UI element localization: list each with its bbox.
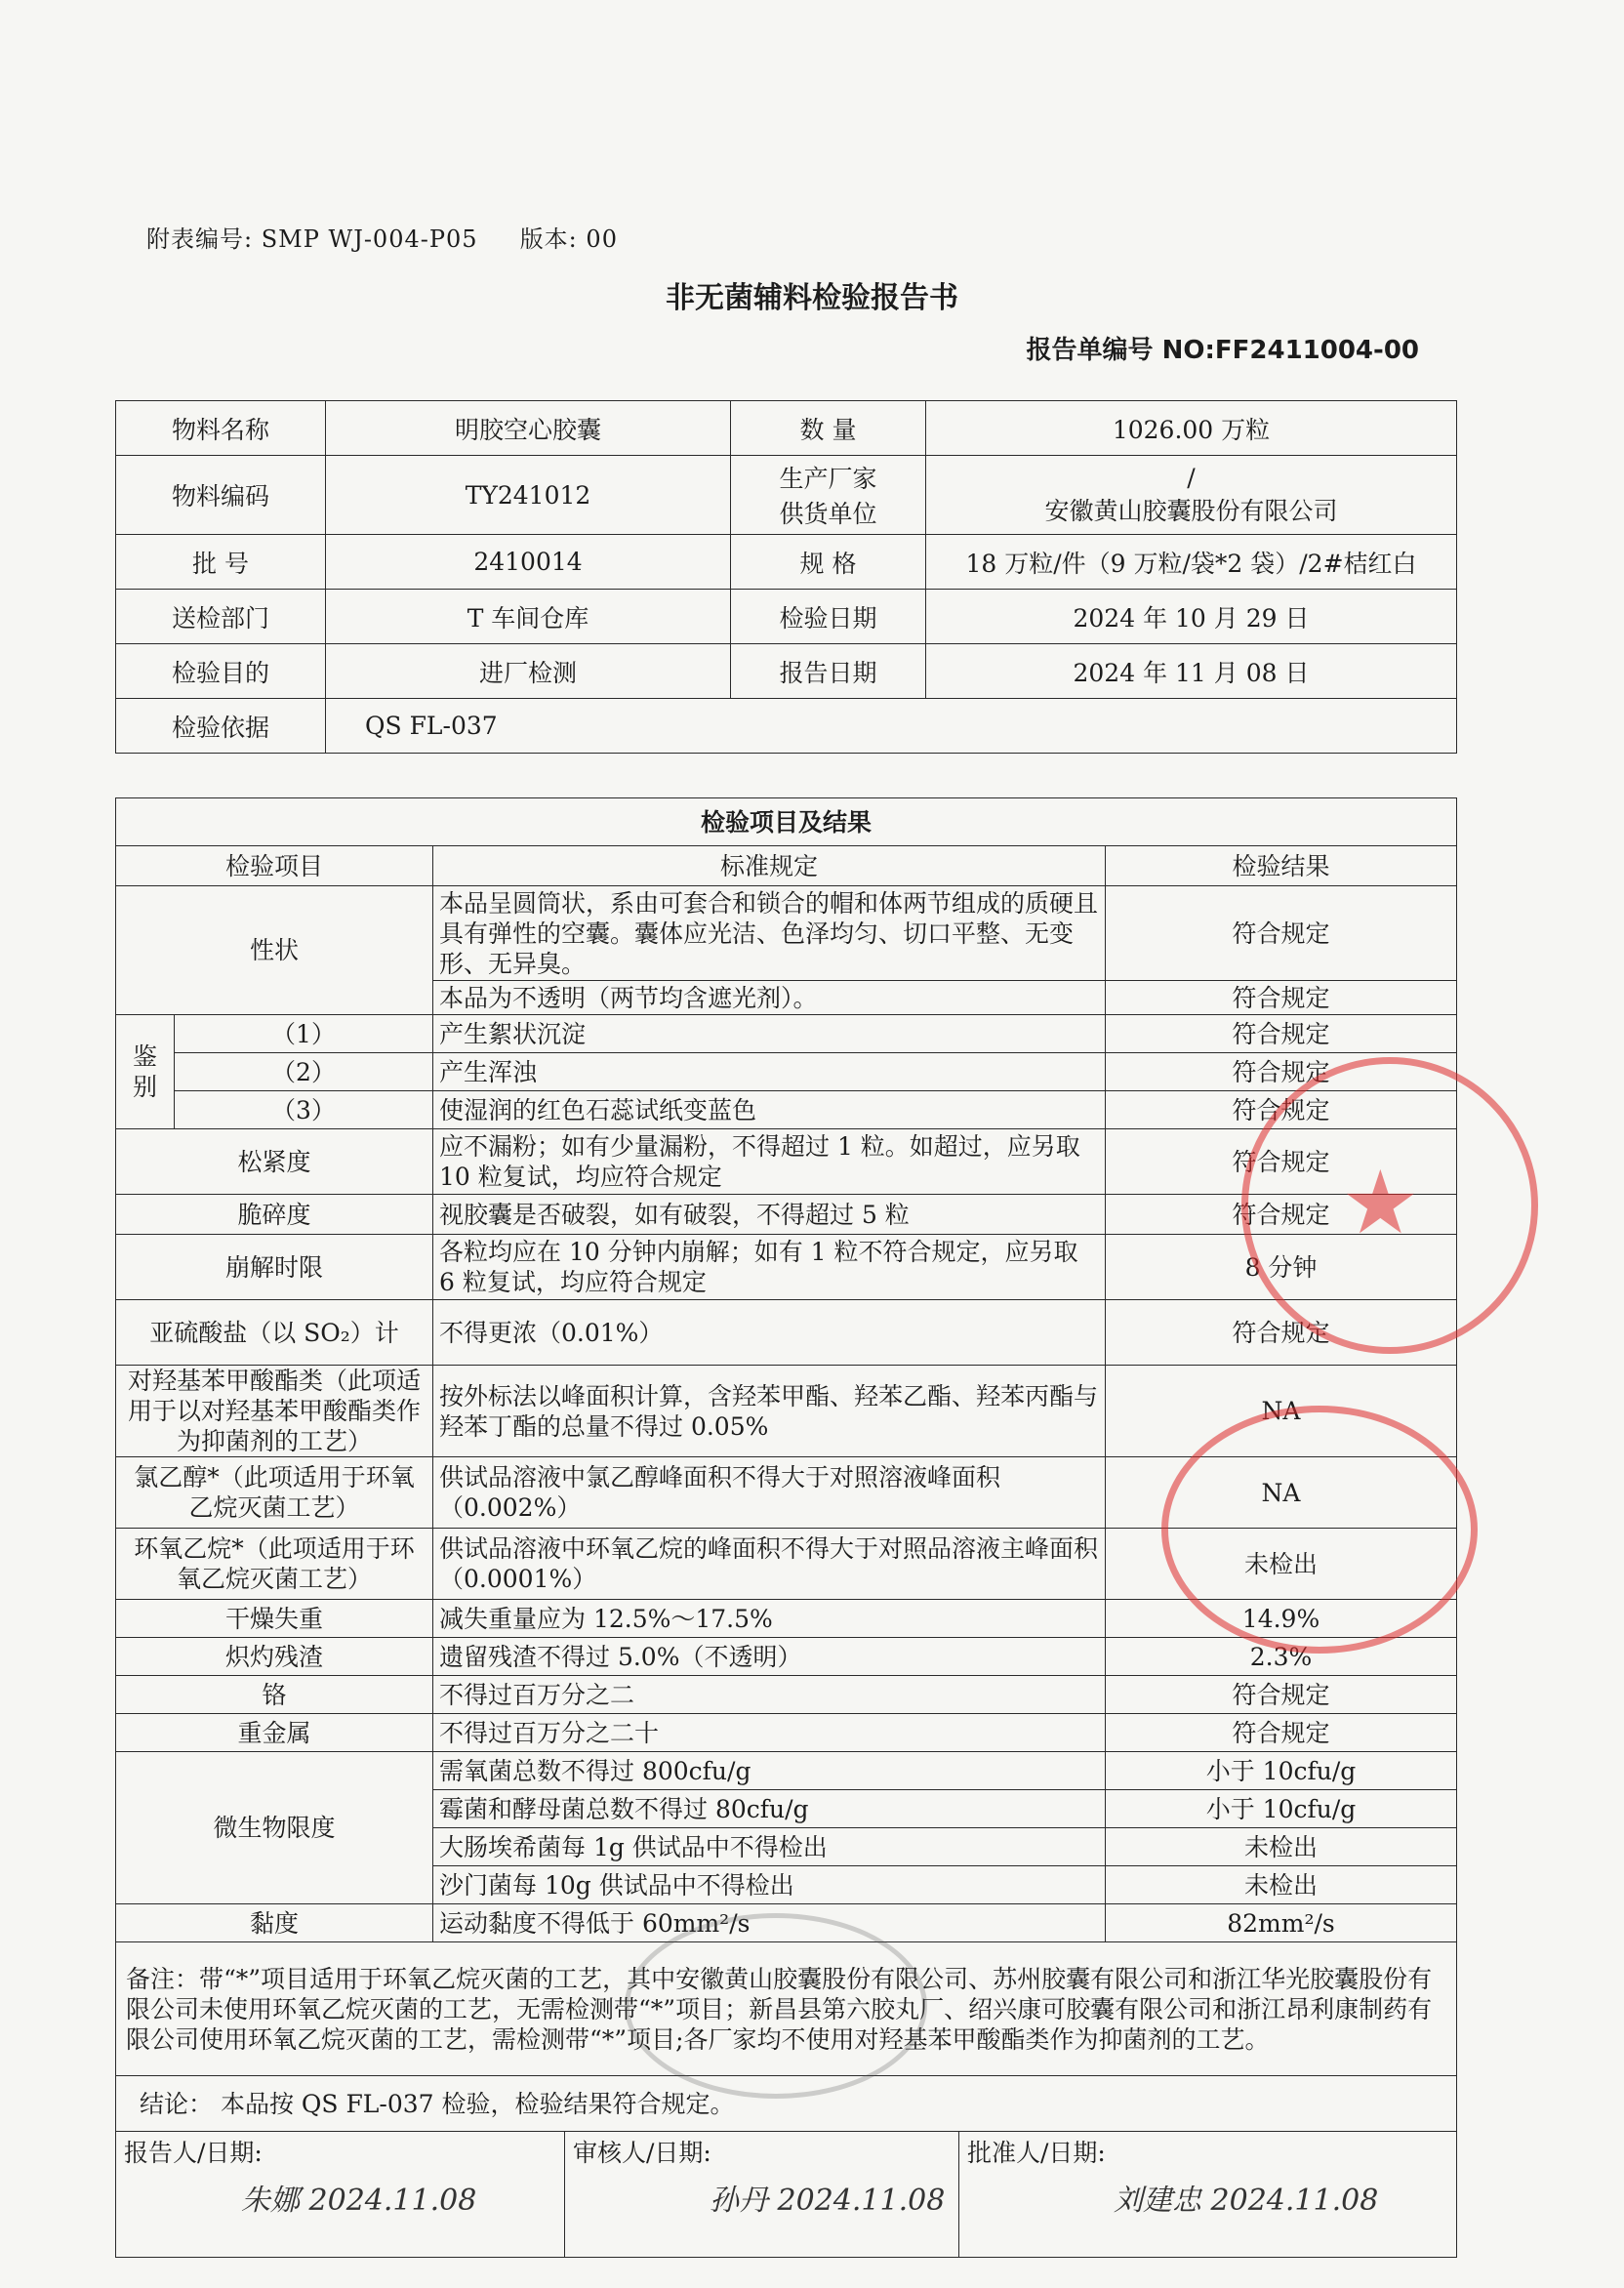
table-row-result: 2.3% [1106,1638,1457,1676]
table-row-standard: 供试品溶液中氯乙醇峰面积不得大于对照溶液峰面积（0.002%） [433,1457,1106,1529]
table-row-item: 性状 [116,886,433,1015]
quantity: 1026.00 万粒 [926,401,1457,456]
table-row-standard: 产生絮状沉淀 [433,1015,1106,1053]
table-row-result: NA [1106,1366,1457,1457]
table-row-item: 亚硫酸盐（以 SO₂）计 [116,1300,433,1366]
reporter-label: 报告人/日期: [124,2139,263,2167]
table-row-result: 符合规定 [1106,1676,1457,1714]
document-title: 非无菌辅料检验报告书 [666,281,958,315]
spec: 18 万粒/件（9 万粒/袋*2 袋）/2#桔红白 [926,535,1457,590]
material-name: 明胶空心胶囊 [326,401,731,456]
table-row-item: （1） [175,1015,433,1053]
quantity-label: 数 量 [731,401,926,456]
table-row-item: 环氧乙烷*（此项适用于环氧乙烷灭菌工艺） [116,1529,433,1600]
table-row-item: 崩解时限 [116,1235,433,1300]
table-row-standard: 使湿润的红色石蕊试纸变蓝色 [433,1091,1106,1129]
conclusion: 结论： 本品按 QS FL-037 检验，检验结果符合规定。 [116,2076,1457,2132]
table-row-standard: 沙门菌每 10g 供试品中不得检出 [433,1866,1106,1904]
table-row-result: 小于 10cfu/g [1106,1752,1457,1790]
table-row-result: 符合规定 [1106,1195,1457,1235]
batch: 2410014 [326,535,731,590]
form-number-line [146,220,618,254]
table-row-standard: 大肠埃希菌每 1g 供试品中不得检出 [433,1828,1106,1866]
purpose-label: 检验目的 [116,644,326,699]
manufacturer: / [1187,463,1196,492]
form-no-label: 附表编号: [146,225,254,253]
table-row-standard: 减失重量应为 12.5%～17.5% [433,1600,1106,1638]
purpose: 进厂检测 [326,644,731,699]
spec-label: 规 格 [731,535,926,590]
approver-signature: 刘建忠 2024.11.08 [1114,2184,1379,2218]
manufacturer-supplier-labels [731,456,926,535]
batch-label: 批 号 [116,535,326,590]
dept: T 车间仓库 [326,590,731,644]
reporter-block [116,2132,565,2257]
table-row-standard: 产生浑浊 [433,1053,1106,1091]
reporter-signature: 朱娜 2024.11.08 [241,2184,477,2218]
table-row-result: 符合规定 [1106,1091,1457,1129]
basis: QS FL-037 [326,699,1457,754]
reviewer-signature: 孙丹 2024.11.08 [710,2184,946,2218]
table-row-result: 符合规定 [1106,886,1457,981]
material-code-label: 物料编码 [116,456,326,535]
table-row-standard: 本品为不透明（两节均含遮光剂）。 [433,981,1106,1015]
report-no-label: 报告单编号 [1026,336,1154,365]
report-no-value: NO:FF2411004-00 [1161,336,1419,365]
table-row-standard: 供试品溶液中环氧乙烷的峰面积不得大于对照品溶液主峰面积（0.0001%） [433,1529,1106,1600]
test-date: 2024 年 10 月 29 日 [926,590,1457,644]
material-name-label: 物料名称 [116,401,326,456]
table-row-standard: 按外标法以峰面积计算，含羟苯甲酯、羟苯乙酯、羟苯丙酯与羟苯丁酯的总量不得过 0.05% [433,1366,1106,1457]
table-row-result: 未检出 [1106,1529,1457,1600]
table-row-result: 符合规定 [1106,1129,1457,1195]
table-row-item: 松紧度 [116,1129,433,1195]
table-row-item: （3） [175,1091,433,1129]
results-section-title: 检验项目及结果 [116,798,1457,846]
signature-row [116,2132,1457,2258]
table-row-item: 氯乙醇*（此项适用于环氧乙烷灭菌工艺） [116,1457,433,1529]
info-table [115,400,1457,754]
table-row-item: 微生物限度 [116,1752,433,1904]
table-row-result: 未检出 [1106,1828,1457,1866]
table-row-standard: 视胶囊是否破裂，如有破裂，不得超过 5 粒 [433,1195,1106,1235]
material-code: TY241012 [326,456,731,535]
col-result-header: 检验结果 [1106,846,1457,886]
table-row-result: 符合规定 [1106,1015,1457,1053]
reviewer-block [565,2132,959,2257]
manufacturer-label: 生产厂家 [779,465,877,493]
approver-label: 批准人/日期: [967,2139,1106,2167]
table-row-result: 符合规定 [1106,981,1457,1015]
table-row-item: 重金属 [116,1714,433,1752]
manufacturer-supplier-values [926,456,1457,535]
table-row-result: 符合规定 [1106,1053,1457,1091]
version-label: 版本: [519,225,578,253]
table-row-standard: 运动黏度不得低于 60mm²/s [433,1904,1106,1942]
table-row-item: 铬 [116,1676,433,1714]
basis-label: 检验依据 [116,699,326,754]
table-row-item: （2） [175,1053,433,1091]
col-item-header: 检验项目 [116,846,433,886]
table-row-result: 8 分钟 [1106,1235,1457,1300]
table-row-item: 黏度 [116,1904,433,1942]
table-row-item: 干燥失重 [116,1600,433,1638]
table-row-result: 符合规定 [1106,1300,1457,1366]
reviewer-label: 审核人/日期: [573,2139,711,2167]
table-row-result: 未检出 [1106,1866,1457,1904]
table-row-standard: 遗留残渣不得过 5.0%（不透明） [433,1638,1106,1676]
test-date-label: 检验日期 [731,590,926,644]
table-row-item: 炽灼残渣 [116,1638,433,1676]
remark: 备注：带“*”项目适用于环氧乙烷灭菌的工艺，其中安徽黄山胶囊股份有限公司、苏州胶囊有限公司和浙江华光胶囊股份有限公司未使用环氧乙烷灭菌的工艺，无需检测带“*”项目；新昌县第六胶丸厂、绍兴康可胶囊有限公司和浙江昂利康制药有限公司使用环氧乙烷灭菌的工艺，需检测带“*”项目;各厂家均不使用对羟基苯甲酸酯类作为抑菌剂的工艺。 [116,1942,1457,2076]
table-row-standard: 本品呈圆筒状，系由可套合和锁合的帽和体两节组成的质硬且具有弹性的空囊。囊体应光洁、色泽均匀、切口平整、无变形、无异臭。 [433,886,1106,981]
table-row-result: 14.9% [1106,1600,1457,1638]
approver-block [959,2132,1456,2257]
report-number [1027,330,1419,366]
col-standard-header: 标准规定 [433,846,1106,886]
table-row-result: 小于 10cfu/g [1106,1790,1457,1828]
table-row-standard: 不得过百万分之二 [433,1676,1106,1714]
table-row-standard: 需氧菌总数不得过 800cfu/g [433,1752,1106,1790]
supplier: 安徽黄山胶囊股份有限公司 [1044,496,1338,525]
report-date-label: 报告日期 [731,644,926,699]
table-row-standard: 霉菌和酵母菌总数不得过 80cfu/g [433,1790,1106,1828]
dept-label: 送检部门 [116,590,326,644]
table-row-standard: 不得更浓（0.01%） [433,1300,1106,1366]
version: 00 [586,225,618,253]
table-row-result: NA [1106,1457,1457,1529]
form-no: SMP WJ-004-P05 [261,225,478,253]
table-row-item: 对羟基苯甲酸酯类（此项适用于以对羟基苯甲酸酯类作为抑菌剂的工艺） [116,1366,433,1457]
report-date: 2024 年 11 月 08 日 [926,644,1457,699]
table-row-standard: 各粒均应在 10 分钟内崩解；如有 1 粒不符合规定，应另取 6 粒复试，均应符合规定 [433,1235,1106,1300]
table-row-result: 符合规定 [1106,1714,1457,1752]
identification-group-label: 鉴别 [116,1015,175,1129]
table-row-result: 82mm²/s [1106,1904,1457,1942]
table-row-standard: 应不漏粉；如有少量漏粉，不得超过 1 粒。如超过，应另取 10 粒复试，均应符合规定 [433,1129,1106,1195]
results-table [115,797,1457,2258]
table-row-item: 脆碎度 [116,1195,433,1235]
table-row-standard: 不得过百万分之二十 [433,1714,1106,1752]
seal-star-icon: ★ [1341,1152,1420,1254]
supplier-label: 供货单位 [779,500,877,528]
